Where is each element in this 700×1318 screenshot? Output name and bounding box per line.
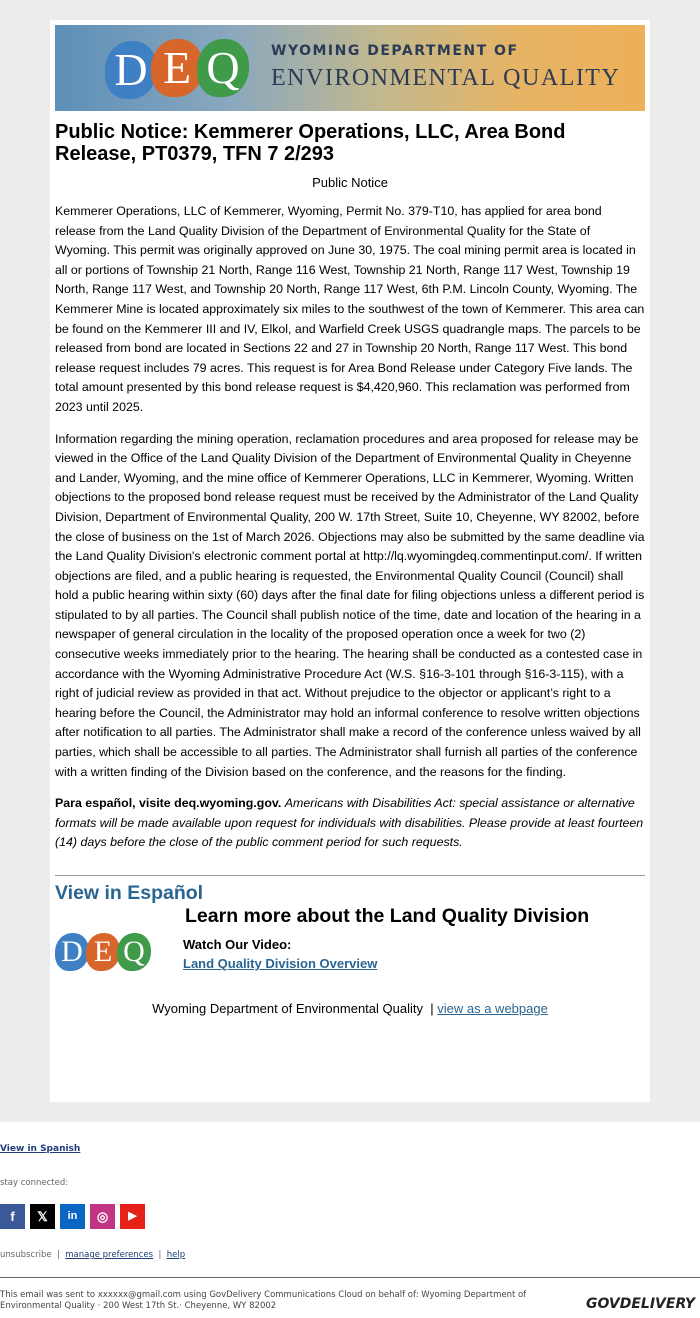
divider <box>55 875 645 876</box>
learn-more-section <box>55 905 645 1001</box>
email-card <box>50 20 650 1102</box>
footer-org-name: Wyoming Department of Environmental Quality <box>152 1001 423 1016</box>
language-accessibility-note <box>55 794 645 853</box>
notice-subhead: Public Notice <box>312 175 388 190</box>
learn-more-title: Learn more about the Land Quality Division <box>185 905 590 927</box>
org-name-line1: WYOMING DEPARTMENT OF <box>271 43 519 59</box>
deq-header-banner <box>55 25 645 111</box>
help-link[interactable]: help <box>166 1250 186 1260</box>
view-in-spanish-link[interactable]: View in Spanish <box>0 1144 81 1154</box>
x-icon[interactable]: 𝕏 <box>30 1204 55 1229</box>
unsubscribe-link[interactable]: unsubscribe <box>0 1250 52 1260</box>
footer-line <box>55 1001 645 1016</box>
deq-logo-e-small: E <box>86 933 120 971</box>
linkedin-icon[interactable]: in <box>60 1204 85 1229</box>
view-in-espanol-heading: View in Español <box>55 882 204 904</box>
notice-title: Public Notice: Kemmerer Operations, LLC, Area Bond Release, PT0379, TFN 7 2/293 <box>55 121 566 165</box>
view-as-webpage-link[interactable]: view as a webpage <box>437 1001 548 1016</box>
govdelivery-logo: GOVDELIVERY <box>586 1296 696 1312</box>
deq-logo-q-small: Q <box>117 933 151 971</box>
subscription-footer <box>0 1144 700 1317</box>
deq-logo-d-small: D <box>55 933 89 971</box>
stay-connected-label: stay connected: <box>0 1178 69 1188</box>
deq-logo-q: Q <box>197 39 249 97</box>
preference-links: unsubscribe | manage preferences | help <box>0 1250 186 1260</box>
manage-preferences-link[interactable]: manage preferences <box>65 1250 154 1260</box>
ada-note: Americans with Disabilities Act: special assistance or alternative formats will be made available upon request for individuals with disabilities. Please provide at least fourteen (14) days before the close of the public comment period for such requests. <box>55 796 644 850</box>
youtube-icon[interactable]: ▶ <box>120 1204 145 1229</box>
footer-separator: | <box>430 1001 434 1016</box>
org-name-line2: ENVIRONMENTAL QUALITY <box>271 65 621 91</box>
facebook-icon[interactable]: f <box>0 1204 25 1229</box>
deq-logo-e: E <box>151 39 203 97</box>
notice-paragraph-1: Kemmerer Operations, LLC of Kemmerer, Wyoming, Permit No. 379-T10, has applied for area bond release from the Land Quality Division of the Department of Environmental Quality for the State of Wyoming. This permit was originally approved on June 30, 1975. The coal mining permit area is located in all or portions of Township 21 North, Range 116 West, Township 21 North, Range 117 West, Township 19 North, Range 117 West, and Township 20 North, Range 117 West, 6th P.M. Lincoln County, Wyoming. The Kemmerer Mine is located approximately six miles to the southwest of the town of Kemmerer. This area can be found on the Kemmerer III and IV, Elkol, and Warfield Creek USGS quadrangle maps. The parcels to be released from bond are located in Sections 22 and 27 in Township 20 North, Range 117 West. This bond release request includes 79 acres. This request is for Area Bond Release under Category Five lands. The total amount presented by this bond release request is $4,420,960. This reclamation was performed from 2023 until 2025. <box>55 204 645 414</box>
social-icons <box>0 1204 700 1230</box>
sent-to-text: This email was sent to xxxxxx@gmail.com using GovDelivery Communications Cloud on behalf of: Wyoming Department of Environmental Quality · 200 West 17th St.· Cheyenne, WY 82002 <box>0 1290 527 1311</box>
video-link[interactable]: Land Quality Division Overview <box>183 956 378 971</box>
watch-video-label: Watch Our Video: <box>183 937 292 952</box>
deq-logo-d: D <box>105 41 157 99</box>
notice-paragraph-2: Information regarding the mining operation, reclamation procedures and area proposed for release may be viewed in the Office of the Land Quality Division of the Department of Environmental Quality in Cheyenne and Lander, Wyoming, and the mine office of Kemmerer Operations, LLC in Kemmerer, Wyoming. Written objections to the proposed bond release request must be received by the Administrator of the Land Quality Division, Department of Environmental Quality, 200 W. 17th Street, Suite 10, Cheyenne, WY 82002, before the close of business on the 1st of March 2026. Objections may also be submitted by the same deadline via the Land Quality Division's electronic comment portal at http://lq.wyomingdeq.commentinput.com/. If written objections are filed, and a public hearing is requested, the Environmental Quality Council (Council) shall hold a public hearing within sixty (60) days after the final date for filing objections unless a different period is stipulated to by all parties. The Council shall publish notice of the time, date and location of the hearing in a newspaper of general circulation in the locality of the proposed operation once a week for two (2) consecutive weeks immediately prior to the hearing. The hearing shall be conducted as a contested case in accordance with the Wyoming Administrative Procedure Act (W.S. §16-3-101 through §16-3-115), with a right of judicial review as provided in that act. Without prejudice to the objector or applicant’s right to a hearing before the Council, the Administrator may hold an informal conference to resolve written objections after notification to all parties. The Administrator shall make a record of the conference unless waived by all parties, which shall be accessible to all parties. The Administrator shall furnish all parties of the conference with a written finding of the Division based on the conference, and the reasons for the finding. <box>55 431 645 779</box>
instagram-icon[interactable]: ◎ <box>90 1204 115 1229</box>
sent-info-bar <box>0 1277 700 1317</box>
spanish-note: Para español, visite deq.wyoming.gov. <box>55 796 282 811</box>
deq-logo <box>55 933 155 973</box>
